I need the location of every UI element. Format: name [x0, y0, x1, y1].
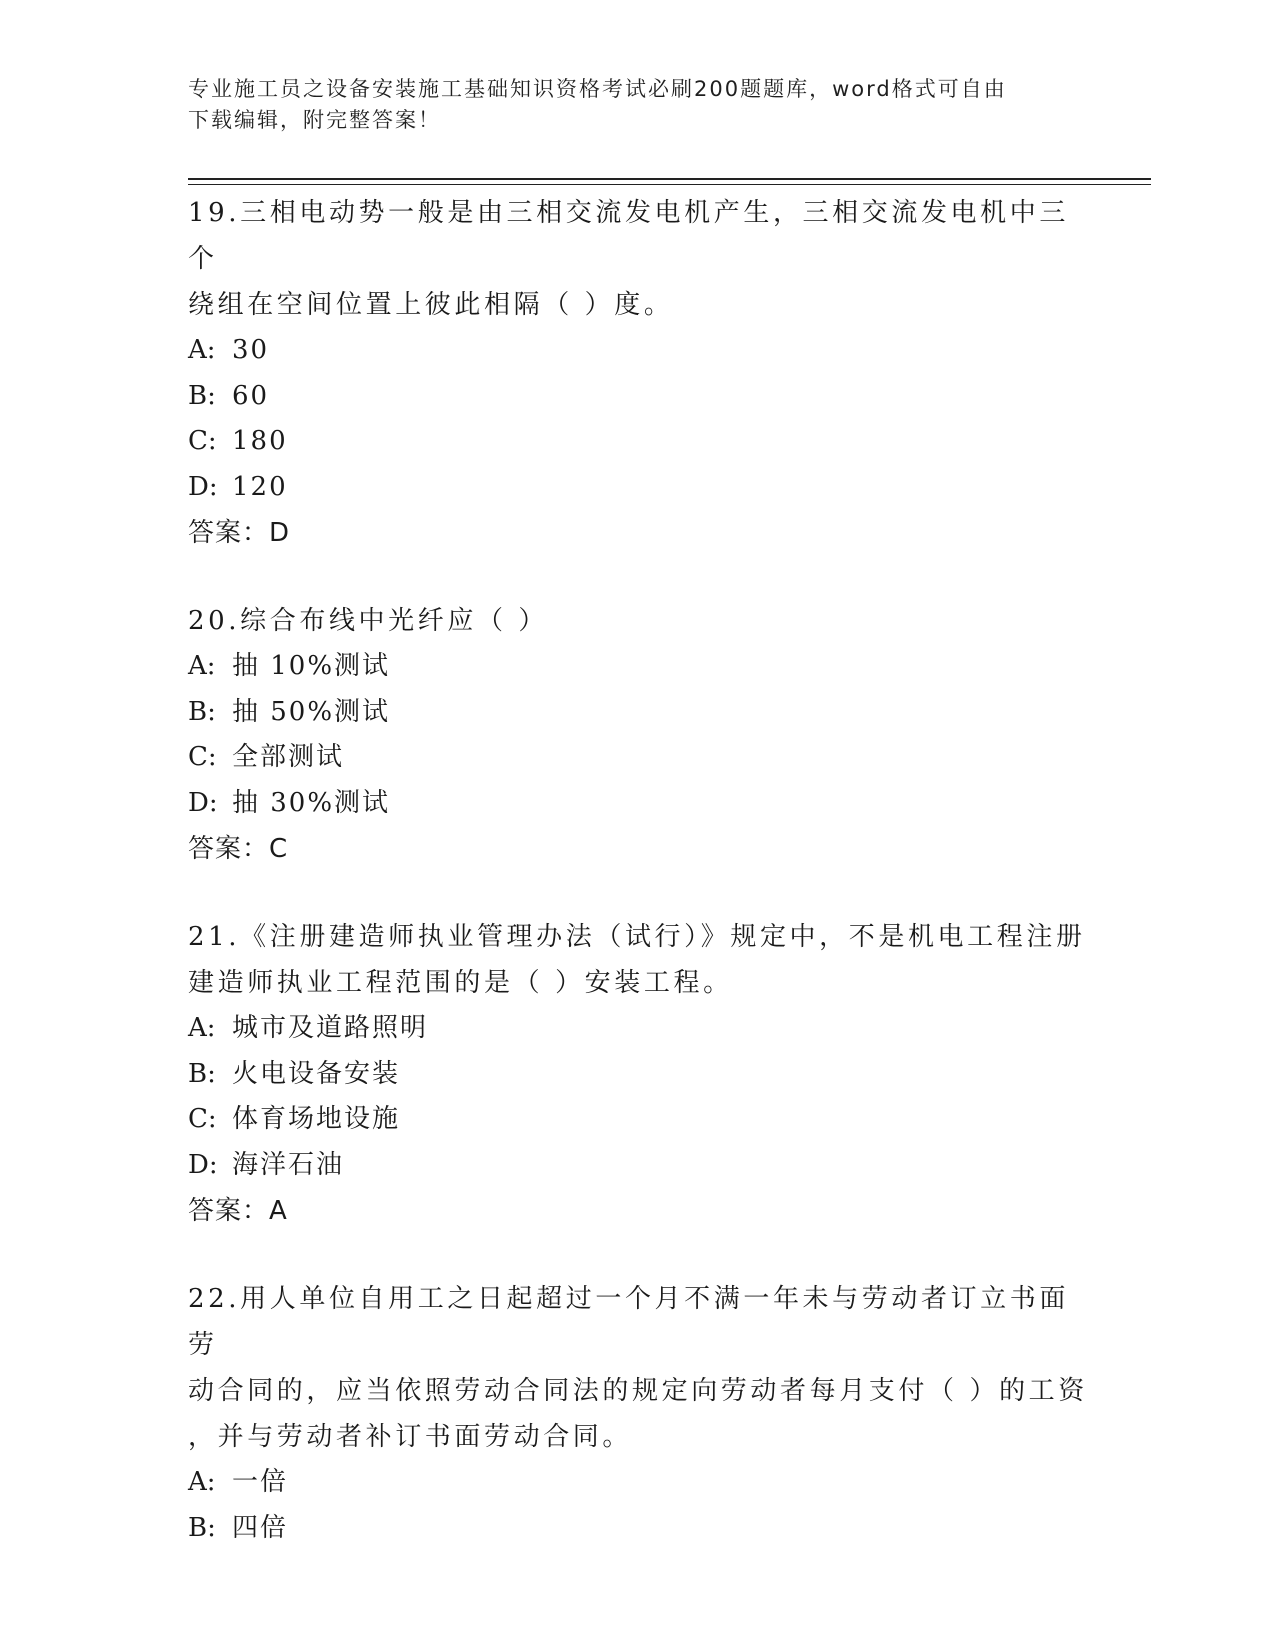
question-stem-line: 22.用人单位自用工之日起超过一个月不满一年未与劳动者订立书面劳 [188, 1284, 1069, 1360]
option-key: C: [188, 1104, 217, 1134]
option-key: A: [188, 651, 216, 681]
option-text: 四倍 [232, 1512, 289, 1543]
option-c [188, 735, 1088, 781]
question-spacer [188, 872, 1088, 914]
option-key: D: [188, 1149, 218, 1180]
option-c [188, 419, 1088, 465]
answer: 答案：D [188, 518, 291, 548]
question-stem-line: 20.综合布线中光纤应（ ） [188, 606, 549, 636]
option-key: B: [188, 380, 216, 411]
option-text: 城市及道路照明 [232, 1013, 429, 1043]
header-line-1: 专业施工员之设备安装施工基础知识资格考试必刷200题题库，word格式可自由 [188, 77, 1007, 101]
option-text: 抽 30%测试 [232, 787, 391, 818]
option-key: A: [188, 1467, 216, 1497]
question-stem [188, 190, 1088, 328]
option-a [188, 328, 1088, 374]
option-d [188, 465, 1088, 511]
option-a [188, 644, 1088, 690]
question-spacer [188, 556, 1088, 598]
question-spacer [188, 1234, 1088, 1276]
option-c [188, 1097, 1088, 1143]
header-rule-thick [188, 178, 1151, 180]
option-key: C: [188, 742, 217, 772]
option-text: 60 [232, 380, 270, 411]
option-a [188, 1460, 1088, 1506]
option-key: A: [188, 335, 216, 365]
option-text: 海洋石油 [232, 1149, 345, 1180]
option-text: 一倍 [232, 1467, 289, 1497]
question-stem-line: 动合同的，应当依照劳动合同法的规定向劳动者每月支付（ ）的工资 [188, 1376, 1088, 1406]
document-header [188, 74, 1088, 136]
option-key: C: [188, 426, 217, 456]
header-line-2: 下载编辑，附完整答案！ [188, 108, 441, 132]
answer: 答案：C [188, 834, 289, 864]
option-text: 30 [232, 335, 270, 365]
question-19 [188, 190, 1088, 556]
option-key: B: [188, 1512, 216, 1543]
question-22 [188, 1276, 1088, 1551]
option-text: 全部测试 [232, 742, 345, 772]
option-text: 抽 50%测试 [232, 696, 391, 727]
option-b [188, 1506, 1088, 1552]
option-key: D: [188, 787, 218, 818]
header-rule-thin [188, 184, 1151, 185]
question-20 [188, 598, 1088, 872]
question-stem-line: 19.三相电动势一般是由三相交流发电机产生，三相交流发电机中三个 [188, 198, 1069, 274]
option-b [188, 690, 1088, 736]
option-b [188, 1052, 1088, 1098]
question-stem-line: 建造师执业工程范围的是（ ）安装工程。 [188, 968, 733, 998]
option-key: D: [188, 471, 218, 502]
option-text: 体育场地设施 [232, 1104, 401, 1134]
question-stem [188, 914, 1088, 1006]
option-key: B: [188, 1058, 216, 1089]
option-b [188, 374, 1088, 420]
option-key: B: [188, 696, 216, 727]
question-list [188, 190, 1088, 1551]
question-21 [188, 914, 1088, 1234]
option-key: A: [188, 1013, 216, 1043]
option-text: 120 [232, 471, 288, 502]
question-stem [188, 1276, 1088, 1460]
option-text: 火电设备安装 [232, 1058, 401, 1089]
option-text: 抽 10%测试 [232, 651, 391, 681]
question-stem-line: 绕组在空间位置上彼此相隔（ ）度。 [188, 290, 674, 320]
question-stem-line: 21.《注册建造师执业管理办法（试行）》规定中，不是机电工程注册 [188, 922, 1086, 952]
option-d [188, 1143, 1088, 1189]
question-stem [188, 598, 1088, 644]
answer: 答案：A [188, 1196, 288, 1226]
question-stem-line: ，并与劳动者补订书面劳动合同。 [188, 1422, 633, 1452]
option-text: 180 [232, 426, 288, 456]
option-d [188, 781, 1088, 827]
option-a [188, 1006, 1088, 1052]
